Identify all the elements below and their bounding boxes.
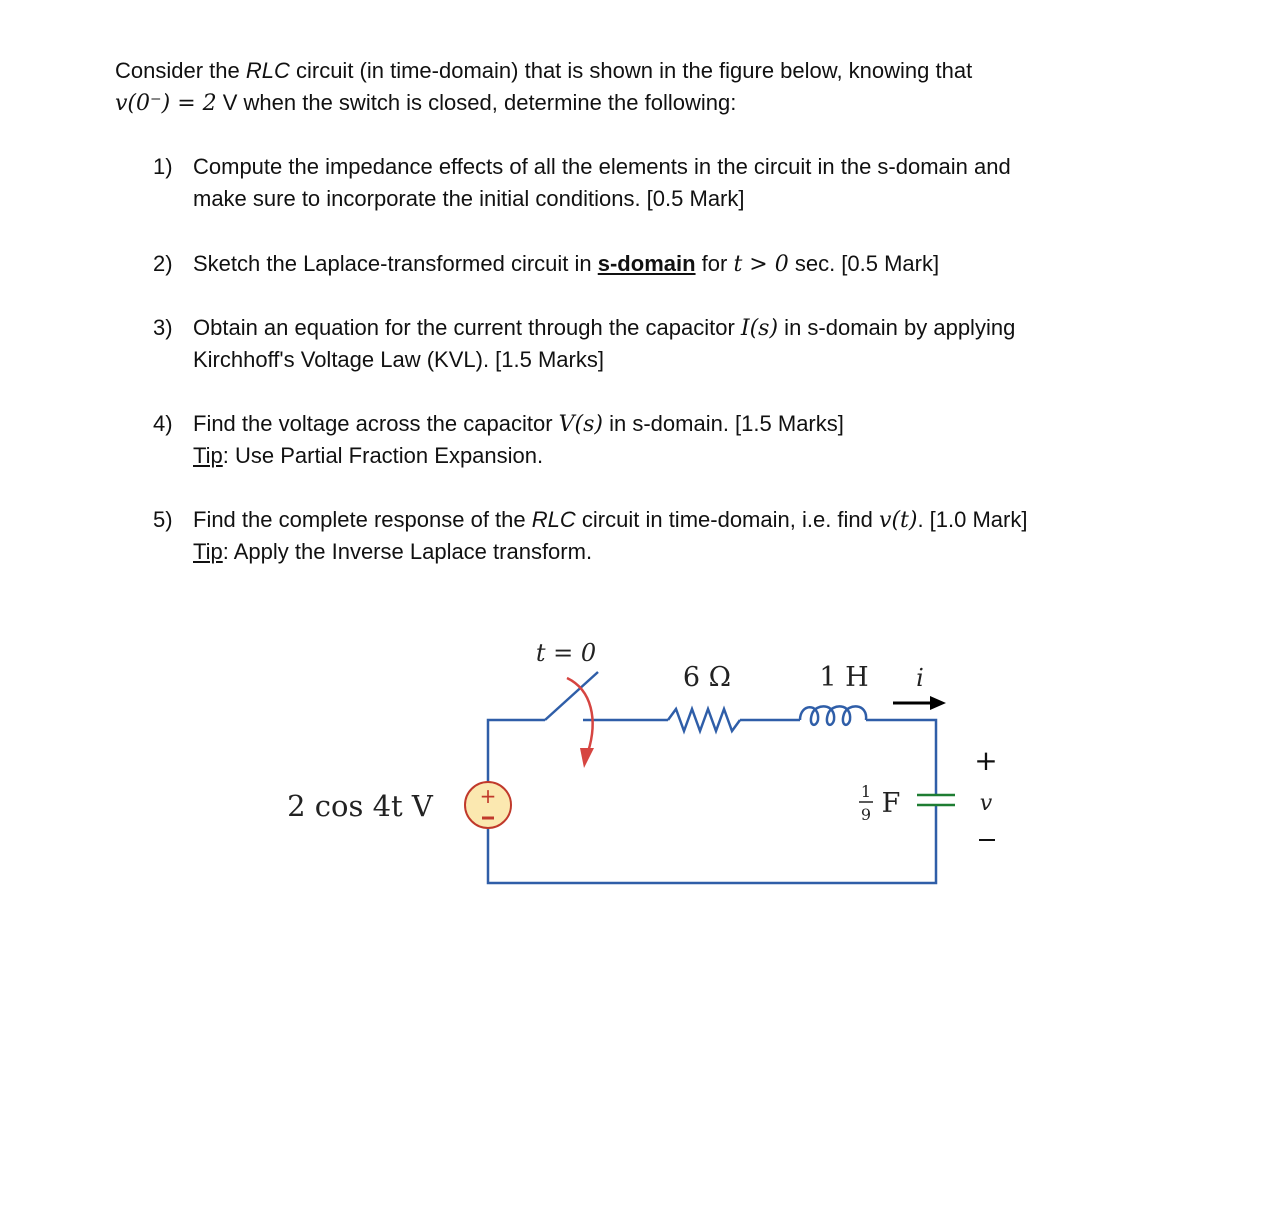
inductor-label: 1 H xyxy=(819,662,869,693)
intro-initial-condition: v(0⁻) = 2 xyxy=(115,91,217,116)
current-arrow-head xyxy=(930,696,946,710)
q2-emphasis: s-domain xyxy=(597,251,696,276)
capacitor-plus: + xyxy=(974,744,998,777)
capacitor-value-numerator: 1 xyxy=(860,782,872,801)
wire-left-upper xyxy=(488,720,545,782)
switch-arrow-head xyxy=(580,748,594,768)
inductor-coils xyxy=(800,706,866,724)
question-text: Kirchhoff's Voltage Law (KVL). [1.5 Marks] xyxy=(193,347,604,372)
q2-text-a: Sketch the Laplace-transformed circuit in xyxy=(193,251,598,276)
question-number: 5) xyxy=(153,507,173,532)
source-label: 2 cos 4t V xyxy=(287,789,433,823)
capacitor-unit: F xyxy=(881,788,901,819)
intro-text-b: circuit (in time-domain) that is shown in the figure below, knowing that xyxy=(289,58,973,83)
question-text: make sure to incorporate the initial conditions. [0.5 Mark] xyxy=(193,186,745,211)
intro-text-rest: V when the switch is closed, determine the following: xyxy=(216,90,737,115)
resistor-zigzag xyxy=(668,709,740,731)
resistor-label: 6 Ω xyxy=(682,662,732,693)
intro-text-a: Consider the xyxy=(115,58,246,83)
q2-text-c: sec. [0.5 Mark] xyxy=(788,251,940,276)
question-number: 4) xyxy=(153,411,173,436)
q5-math: v(t) xyxy=(879,508,918,533)
wire-inductor-to-right xyxy=(866,720,936,795)
q4-math: V(s) xyxy=(558,412,603,437)
question-number: 1) xyxy=(153,154,173,179)
q5-text-b: circuit in time-domain, i.e. find xyxy=(575,507,880,532)
q4-text-b: in s-domain. [1.5 Marks] xyxy=(603,411,844,436)
tip-text: : Use Partial Fraction Expansion. xyxy=(222,443,544,468)
tip-label: Tip xyxy=(193,443,223,468)
question-number: 2) xyxy=(153,251,173,276)
tip-label: Tip xyxy=(193,539,223,564)
intro-rlc: RLC xyxy=(245,58,290,83)
q5-text-c: . [1.0 Mark] xyxy=(917,507,1028,532)
q5-rlc: RLC xyxy=(531,507,576,532)
q3-math: I(s) xyxy=(740,316,779,341)
current-label: i xyxy=(916,664,924,692)
q3-text-b: in s-domain by applying xyxy=(778,315,1016,340)
capacitor-voltage-label: v xyxy=(979,791,993,816)
q5-text-a: Find the complete response of the xyxy=(193,507,532,532)
q4-text-a: Find the voltage across the capacitor xyxy=(193,411,559,436)
q3-text-a: Obtain an equation for the current through the capacitor xyxy=(193,315,741,340)
q2-text-b: for xyxy=(695,251,734,276)
switch-label: t = 0 xyxy=(535,639,597,667)
circuit-wires xyxy=(488,672,936,883)
source-plus: + xyxy=(479,784,497,808)
capacitor-value-denominator: 9 xyxy=(860,805,872,824)
q2-math: t > 0 xyxy=(733,252,789,277)
question-text: Compute the impedance effects of all the elements in the circuit in the s-domain and xyxy=(193,154,1011,179)
tip-text: : Apply the Inverse Laplace transform. xyxy=(222,539,593,564)
question-number: 3) xyxy=(153,315,173,340)
